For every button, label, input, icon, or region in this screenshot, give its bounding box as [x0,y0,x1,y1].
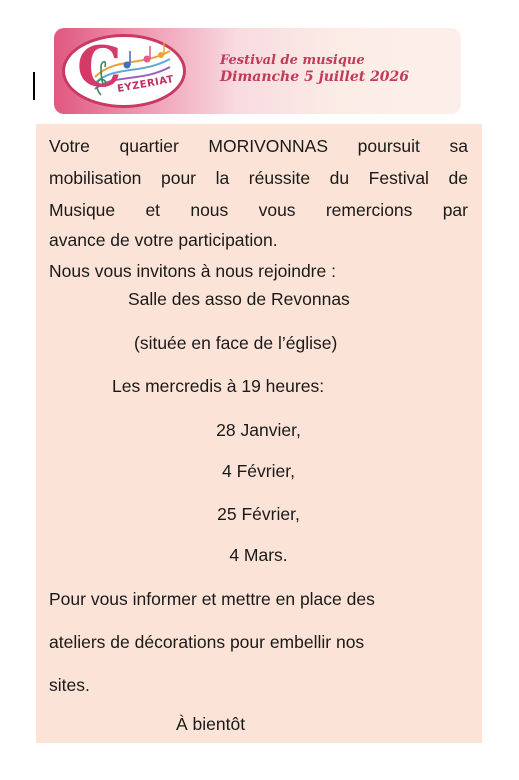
date-line: 4 Mars. [229,545,288,565]
purpose-line: Pour vous informer et mettre en place des [49,589,375,609]
date-line: 4 Février, [222,461,295,481]
purpose-line: ateliers de décorations pour embellir nos [49,632,365,652]
date-line: 25 Février, [217,504,300,524]
logo-letter: C [77,34,122,100]
venue-note-line: (située en face de l’église) [134,333,338,353]
text-cursor [33,72,35,100]
invite-line: Nous vous invitons à nous rejoindre : [49,261,336,281]
invitation-card [36,124,482,743]
festival-logo [62,34,186,108]
closing-line: À bientôt [176,714,246,734]
festival-date: Dimanche 5 juillet 2026 [220,69,410,85]
date-line: 28 Janvier, [216,420,301,440]
purpose-line: sites. [49,675,90,695]
paragraph-line: Musique et nous vous remercions par [49,200,468,220]
schedule-line: Les mercredis à 19 heures: [112,376,325,396]
festival-banner [54,28,461,114]
venue-line: Salle des asso de Revonnas [128,289,350,309]
paragraph-line: avance de votre participation. [49,230,278,250]
paragraph-line: Votre quartier MORIVONNAS poursuit sa [49,136,468,156]
paragraph-line: mobilisation pour la réussite du Festival de [49,168,468,188]
logo-village-name: EYZERIAT [116,74,175,95]
festival-title: Festival de musique [220,53,365,68]
